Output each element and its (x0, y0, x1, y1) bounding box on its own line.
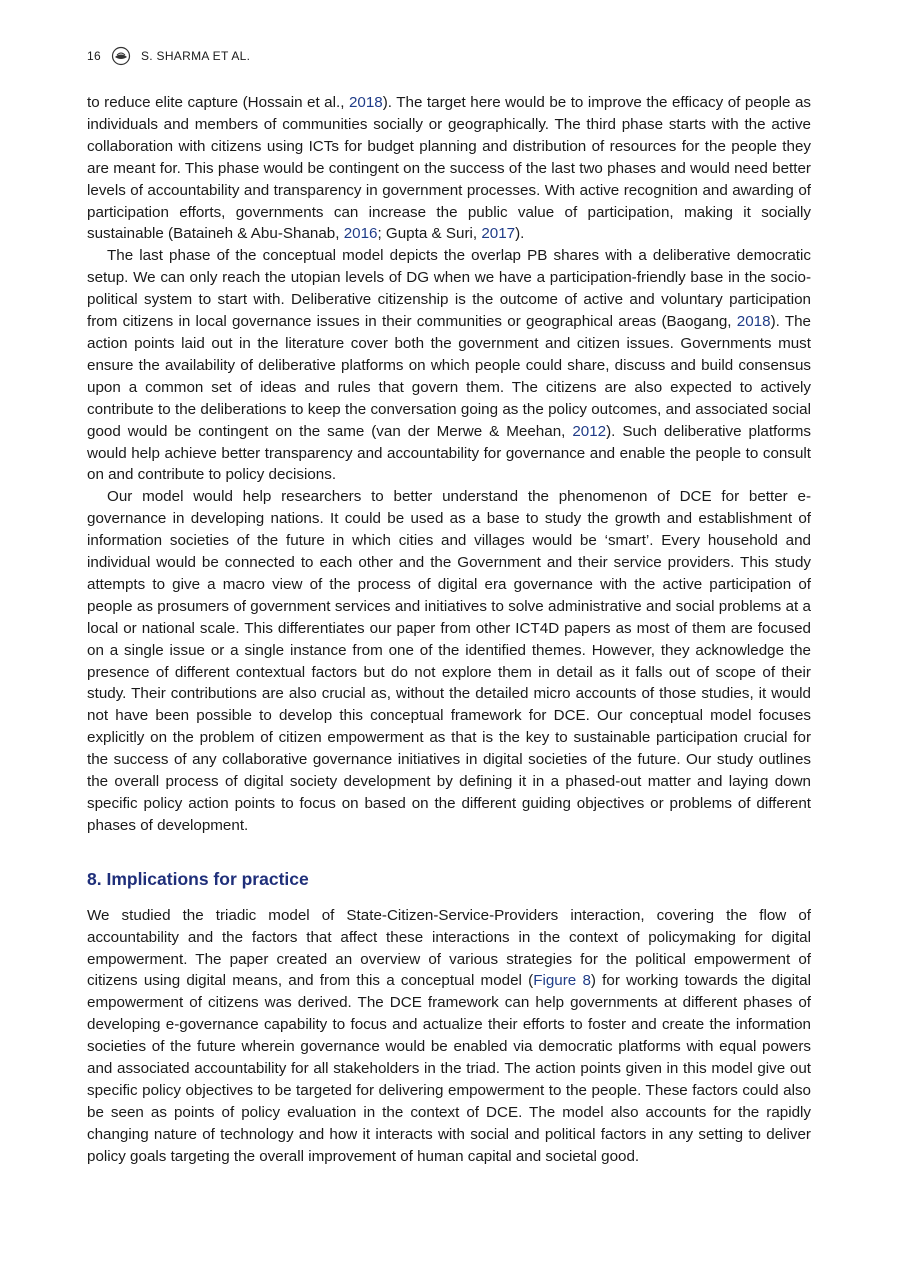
text-run: ). The target here would be to improve the efficacy of people as individuals and members of communities socially or geographically. The third phase starts with the active collaboration with citizens using ICTs for budget planning and distribution of resources for the people they are meant for. This phase would be contingent on the success of the last two phases and would need better levels of accountability and transparency in government processes. With active recognition and awarding of participation efforts, governments can increase the public value of participation, making it socially sustainable (Bataineh & Abu-Shanab, (87, 94, 811, 243)
citation-link[interactable]: 2018 (736, 313, 771, 331)
citation-link[interactable]: 2018 (348, 94, 383, 111)
running-head-authors: S. SHARMA ET AL. (140, 49, 251, 63)
text-run: ; Gupta & Suri, (377, 225, 482, 243)
text-run: The last phase of the conceptual model depicts the overlap PB shares with a deliberative democratic setup. We can only reach the utopian levels of DG when we have a participation-friendly base in the socio-political system to start with. Deliberative citizenship is the outcome of active and voluntary participation from citizens in local governance issues in their communities or geographical areas (Baogang, (87, 247, 811, 331)
figure-reference-link[interactable]: Figure 8 (533, 972, 591, 990)
citation-link[interactable]: 2017 (481, 225, 516, 243)
paragraph-3: Our model would help researchers to better understand the phenomenon of DCE for better e-governance in developing nations. It could be used as a base to study the growth and establishment of information societies of the future in which cities and villages would be ‘smart’. Every household and individual would be connected to each other and the Government and their service providers. This study attempts to give a macro view of the process of digital era governance with the active participation of people as prosumers of government services and initiatives to solve administrative and social problems at a local or national scale. This differentiates our paper from other ICT4D papers as most of them are focused on a single issue or a single instance from one of the identified themes. However, they acknowledge the presence of different contextual factors but do not explore them in detail as it falls out of scope of their study. Their contributions are also crucial as, without the detailed micro accounts of those studies, it would not have been possible to develop this conceptual framework for DCE. Our conceptual model focuses explicitly on the problem of citizen empowerment as that is the key to sustainable participation crucial for the success of any collaborative governance initiatives in digital societies of the future. Our study outlines the overall process of digital society development by defining it in a phased-out matter and laying down specific policy action points to focus on based on the different guiding objectives or problems of different phases of development. (87, 488, 811, 834)
text-run: ) for working towards the digital empowerment of citizens was derived. The DCE framework can help governments at different phases of developing e-governance capability to focus and actualize their efforts to foster and create the information societies of the future wherein governance would be enabled via democratic platforms with equal powers and associated accountability for all stakeholders in the triad. The action points given in this model give out specific policy objectives to be targeted for delivering empowerment to the people. These factors could also be seen as points of policy evaluation in the context of DCE. The model also accounts for the rapidly changing nature of technology and how it interacts with social and political factors in any setting to deliver policy goals targeting the overall improvement of human capital and societal good. (87, 972, 812, 1165)
text-run: We studied the triadic model of State-Citizen-Service-Providers interaction, covering the flow of accountability and the factors that affect these interactions in the context of policymaking for digital empowerment. The paper created an overview of various strategies for the political empowerment of citizens using digital means, and from this a conceptual model ( (87, 906, 811, 990)
paragraph-1 (87, 92, 811, 245)
body-text (87, 92, 811, 1168)
running-header (87, 46, 250, 66)
section-paragraph-1 (87, 905, 811, 1168)
citation-link[interactable]: 2012 (572, 422, 607, 440)
publisher-logo-icon (111, 46, 131, 66)
text-run: ). The action points laid out in the literature cover both the government and citizen issues. Governments must ensure the availability of deliberative platforms on which people could share, discuss and build consensus upon a common set of ideas and rules that govern them. The citizens are also expected to actively contribute to the deliberations to keep the conversation going as the policy outcomes, and associated social good would be contingent on the same (van der Merwe & Meehan, (87, 313, 811, 440)
paragraph-2 (87, 245, 811, 486)
text-run: ). Such deliberative platforms would help achieve better transparency and accountability for governance and enable the people to consult on and contribute to policy decisions. (87, 422, 812, 484)
section-heading: 8. Implications for practice (87, 868, 309, 889)
text-run: to reduce elite capture (Hossain et al., (87, 94, 349, 111)
citation-link[interactable]: 2016 (343, 225, 378, 243)
page-number: 16 (87, 49, 101, 63)
text-run: ). (515, 225, 525, 243)
